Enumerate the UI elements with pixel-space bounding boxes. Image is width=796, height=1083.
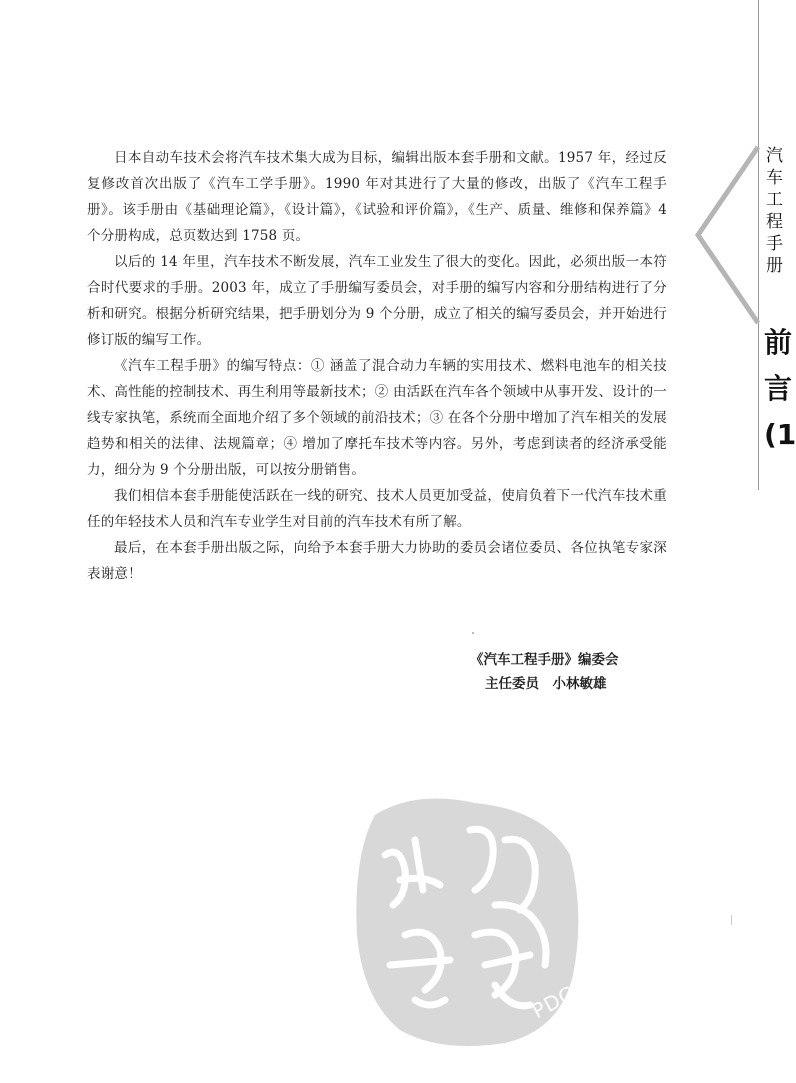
side-section-label: 前言(1 xyxy=(764,326,796,451)
paragraph-5: 最后，在本套手册出版之际，向给予本套手册大力协助的委员会诸位委员、各位执笔专家深表谢意！ xyxy=(87,540,667,582)
paragraph-4: 我们相信本套手册能使活跃在一线的研究、技术人员更加受益，使肩负着下一代汽车技术重任的年轻技术人员和汽车专业学生对目前的汽车技术有所了解。 xyxy=(87,488,667,530)
watermark-caption: PDG xyxy=(528,980,580,1024)
signature-committee: 《汽车工程手册》编委会 xyxy=(470,652,619,668)
scan-tick xyxy=(731,915,732,925)
scan-speck xyxy=(472,632,474,634)
side-chevron-icon xyxy=(690,145,760,325)
paragraph-2: 以后的 14 年里，汽车技术不断发展，汽车工业发生了很大的变化。因此，必须出版一本符合时代要求的手册。2003 年，成立了手册编写委员会，对手册的编写内容和分册结构进行了分析和研究。根据分析研究结果，把手册划分为 9 个分册，成立了相关的编写委员会，并开始进行修订版的编写工作。 xyxy=(87,254,667,348)
preface-body xyxy=(87,145,667,587)
signature-chair: 主任委员 小林敏雄 xyxy=(485,676,607,692)
paragraph-3: 《汽车工程手册》的编写特点：① 涵盖了混合动力车辆的实用技术、燃料电池车的相关技术、高性能的控制技术、再生利用等最新技术；② 由活跃在汽车各个领域中从事开发、设计的一线专家执笔，系统而全面地介绍了多个领域的前沿技术；③ 在各个分册中增加了汽车相关的发展趋势和相关的法律、法规篇章；④ 增加了摩托车技术等内容。另外，考虑到读者的经济承受能力，细分为 9 个分册出版，可以按分册销售。 xyxy=(87,358,667,478)
side-book-title: 汽车工程手册 xyxy=(766,146,783,276)
paragraph-1: 日本自动车技术会将汽车技术集大成为目标，编辑出版本套手册和文献。1957 年，经过反复修改首次出版了《汽车工学手册》。1990 年对其进行了大量的修改，出版了《汽车工程手册》。该手册由《基础理论篇》，《设计篇》，《试验和评价篇》，《生产、质量、维修和保养篇》4 个分册构成，总页数达到 1758 页。 xyxy=(87,150,667,244)
signature-block xyxy=(440,648,670,696)
